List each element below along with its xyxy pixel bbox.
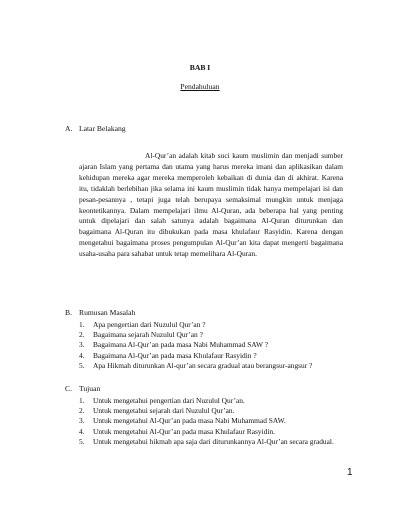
list-item: 3. Bagaimana Al-Qur’an pada masa Nabi Muhammad SAW ? xyxy=(79,340,269,350)
list-item: 4. Untuk mengetahui Al-Qur’an pada masa Khulafaur Rasyidin. xyxy=(79,426,275,436)
list-item: 4. Bagaimana Al-Qur’an pada masa Khulafaur Rasyidin ? xyxy=(79,350,257,360)
section-title: Latar Belakang xyxy=(79,124,126,133)
objective-list xyxy=(79,396,334,447)
chapter-title: BAB I xyxy=(189,63,211,72)
problem-list xyxy=(79,320,312,371)
paragraph-text: Al-Qur’an adalah kitab suci kaum muslimin dan menjadi sumber ajaran Islam yang pertama dan utama yang harus mereka imani dan aplikasikan dalam kehidupan mereka agar mereka memperoleh kebaikan di dunia dan di akhirat. Karena itu, tidaklah berlebihan jika selama ini kaum muslimin tidak hanya mempelajari isi dan pesan-pesannya , tetapi juga telah berupaya semaksimal mungkin untuk menjaga keontetikannya. Dalam mempelajari ilmu Al-Quran, ada beberapa hal yang penting untuk dipelajari dan salah satunya adalah bagaimana Al-Quran diturunkan dan bagaimana Al-Quran itu dibukukan pada masa khulafaur Rasyidin. Karena dengan mengetahui bagaimana proses pengumpulan Al-Qur’an kita dapat mengerti bagaimana usaha-usaha para sahabat untuk tetap memelihara Al-Quran. xyxy=(79,151,343,259)
section-title: Rumusan Masalah xyxy=(79,308,136,317)
section-letter: C. xyxy=(65,384,72,393)
chapter-subtitle: Pendahuluan xyxy=(180,82,220,91)
list-item: 5. Apa Hikmah diturunkan Al-qur’an secara gradual atau berangsur-angsur ? xyxy=(79,360,313,370)
list-item: 2. Bagaimana sejarah Nuzulul Qur’an ? xyxy=(79,330,203,340)
section-heading-tujuan xyxy=(65,384,100,393)
list-item: 3. Untuk mengetahui Al-Qur’an pada masa Nabi Muhammad SAW. xyxy=(79,416,286,426)
background-paragraph xyxy=(79,151,343,260)
list-item: 5. Untuk mengetahui hikmah apa saja dari diturunkannya Al-Qur’an secara gradual. xyxy=(79,436,334,446)
section-title: Tujuan xyxy=(79,384,101,393)
section-letter: A. xyxy=(65,124,73,133)
list-item: 1. Untuk mengetahui pengertian dari Nuzulul Qur’an. xyxy=(79,396,245,405)
list-item: 2. Untuk mengetahui sejarah dari Nuzulul Qur’an. xyxy=(79,406,235,416)
list-item: 1. Apa pengertian dari Nuzulul Qur’an ? xyxy=(79,320,206,329)
section-heading-latar-belakang xyxy=(65,124,126,133)
section-letter: B. xyxy=(65,308,72,317)
section-heading-rumusan-masalah xyxy=(65,308,135,317)
page-number: 1 xyxy=(347,467,353,478)
